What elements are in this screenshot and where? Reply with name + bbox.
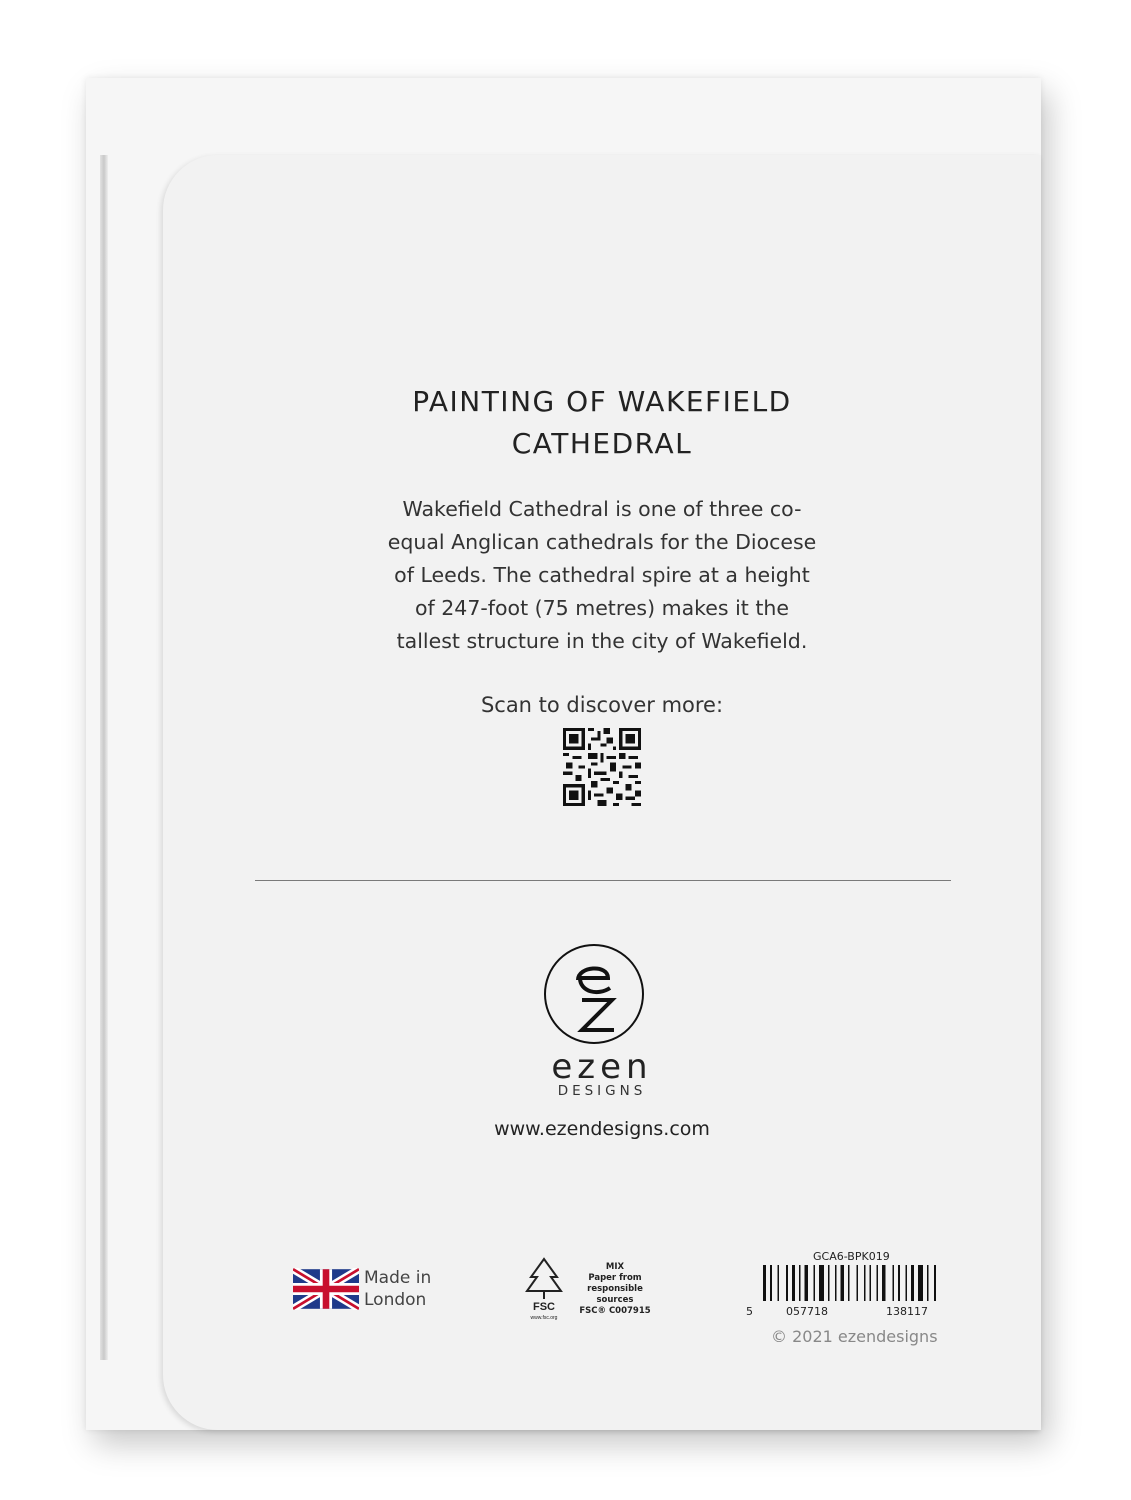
barcode-digit-group: 5 [746,1305,753,1318]
fsc-label [572,1262,658,1317]
scan-prompt: Scan to discover more: [480,693,724,717]
card-title-line-2: CATHEDRAL [511,427,693,460]
fsc-url: www.fsc.org [530,1315,558,1321]
website-link[interactable]: www.ezendesigns.com [494,1118,710,1140]
fsc-line: FSC® C007915 [579,1306,651,1316]
fsc-line: responsible sources [587,1284,643,1305]
fsc-tree-icon [519,1255,569,1321]
barcode-digit-group: 138117 [886,1305,928,1318]
product-code: GCA6-BPK019 [813,1250,890,1263]
description-line: Wakefield Cathedral is one of three co- [402,497,802,521]
envelope-edge [100,155,108,1360]
made-in-label [364,1267,431,1311]
greeting-card-back [163,155,1041,1430]
description-line: tallest structure in the city of Wakefield. [396,629,808,653]
ezen-logo-icon [542,942,646,1046]
fsc-line: Paper from [588,1273,642,1283]
card-title-line-1: PAINTING OF WAKEFIELD [412,385,792,418]
card-title [163,381,1041,465]
description-line: of Leeds. The cathedral spire at a height [394,563,810,587]
description-line: of 247-foot (75 metres) makes it the [414,596,790,620]
made-in-line: London [364,1290,427,1310]
fsc-line: MIX [605,1262,625,1272]
barcode-icon [763,1265,973,1307]
copyright: © 2021 ezendesigns [771,1327,938,1346]
uk-flag-icon [293,1268,359,1310]
fsc-logo-text: FSC [533,1301,555,1313]
divider [255,880,951,881]
qr-code-icon[interactable] [563,728,641,806]
brand-name: ezen [551,1047,653,1087]
made-in-line: Made in [364,1268,432,1288]
card-description [163,493,1041,658]
description-line: equal Anglican cathedrals for the Diocese [387,530,817,554]
brand-subtitle: DESIGNS [557,1083,647,1099]
barcode-digit-group: 057718 [786,1305,828,1318]
